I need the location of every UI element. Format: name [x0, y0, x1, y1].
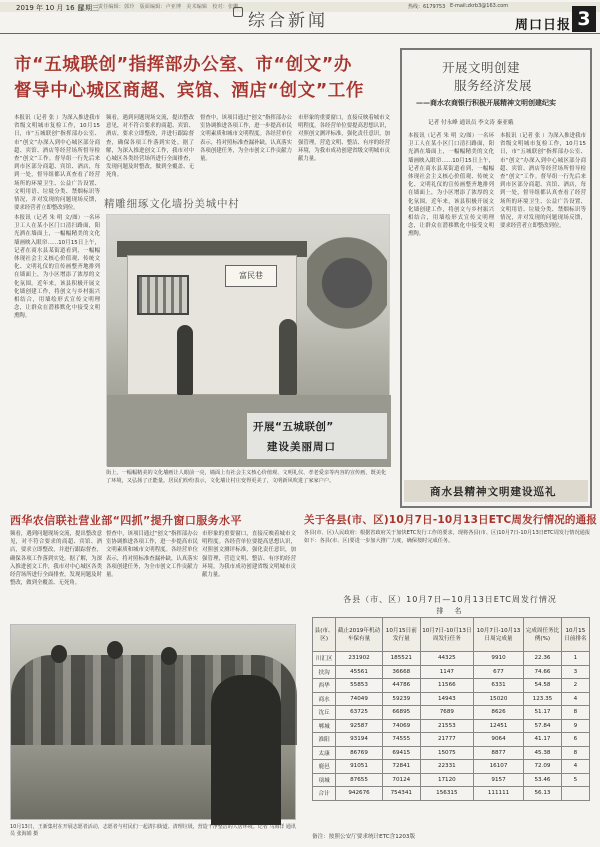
table-cell: 西华 — [313, 679, 336, 693]
table-row — [313, 665, 590, 679]
page-header — [0, 0, 600, 34]
headline-line-2: 督导中心城区商超、宾馆、酒店“创文”工作 — [14, 81, 365, 101]
table-body — [313, 652, 590, 801]
side-title-line-2: 服务经济发展 — [454, 78, 533, 93]
table-row — [313, 652, 590, 666]
issue-date: 2019 年 10 月 16 日 — [16, 4, 84, 12]
side-feature-box — [400, 48, 592, 508]
table-subtitle: 排 名 — [436, 607, 464, 615]
table-cell: 9157 — [473, 773, 523, 787]
table-cell: 92587 — [336, 719, 383, 733]
table-header-cell: 10月7日-10月13日周发行任务 — [420, 618, 473, 652]
photo-banner — [247, 413, 387, 459]
photo-window — [137, 275, 189, 315]
article-column-1b: 本报讯（记者 朱 明 文/图）一名环卫工人在某小区门口清扫路面，阳光洒在墙面上，一幅幅精美的文化墙画映入眼帘……10月15日上午，记者在商水县某街道看到，一幅幅体现社会主义核心价值观、传统文化、文明礼仪的宣传画整齐地排列在墙面上，为小区增添了浓厚的文化氛围。近年来，该县积极开展文化墙创建工作，将创文与乡村振兴相结合，用墙绘形式宣传文明理念，让群众在潜移默化中接受文明熏陶。 — [14, 215, 100, 320]
table-cell: 6 — [561, 733, 589, 747]
table-cell: 扶沟 — [313, 665, 336, 679]
photo-person — [177, 325, 193, 395]
table-cell: 87655 — [336, 773, 383, 787]
email: E-mail:zkrb3@163.com — [450, 3, 509, 9]
table-cell: 沈丘 — [313, 706, 336, 720]
table-cell: 8 — [561, 706, 589, 720]
table-cell: 36668 — [382, 665, 420, 679]
table-cell: 41.17 — [524, 733, 562, 747]
side-byline: 记者 付永峰 通讯员 李文涛 秦亚娥 — [428, 120, 514, 126]
alley-sign: 富民巷 — [225, 265, 277, 287]
table-cell: 9064 — [473, 733, 523, 747]
table-row — [313, 706, 590, 720]
table-note: 备注：按照公安厅要求统计ETC含1203版 — [312, 834, 416, 840]
side-footer-band — [404, 480, 588, 502]
notice-text: 各县(市、区)人民政府：根据省政府关于加快ETC发行工作的要求，现将各县(市、区)10月7日-10月13日ETC周发行情况通报如下：各县(市、区)要进一步加大推广力度，确保按时完成任务。 — [304, 530, 591, 544]
editor-credits: 责任编辑：郭玲 版面编辑：卢亚博 美术编辑 校对：张鹏 — [98, 4, 239, 10]
bottom-left-column-1: 频看，遇到问题现场交流，提出整改意见，对不符合要求的商超、宾馆、酒店，要求立即整改，并进行跟踪督查，确保各项工作落到实处。据了解，为深入推进创文工作，我市对中心城区各类经营场所进行全面排查，发现问题及时整改，做到全覆盖、无死角。 — [10, 531, 102, 587]
table-cell: 11566 — [420, 679, 473, 693]
table-cell: 21553 — [420, 719, 473, 733]
bottom-left-headline: 西华农信联社营业部“四抓”提升窗口服务水平 — [10, 514, 242, 527]
side-footer-label: 商水县精神文明建设巡礼 — [430, 486, 557, 498]
volunteer-photo — [10, 624, 296, 820]
table-cell: 74049 — [336, 692, 383, 706]
volunteer-photo-caption: 10月13日，王新集村在开展志愿者活动，志愿者与村民们一起清扫街道、清理垃圾，营造干净整洁的人居环境。记者 马海洋 通讯员 张海娟 摄 — [10, 824, 296, 837]
banner-line-2: 建设美丽周口 — [267, 441, 336, 453]
table-row — [313, 719, 590, 733]
table-cell: 66895 — [382, 706, 420, 720]
table-row — [313, 679, 590, 693]
table-cell: 22331 — [420, 760, 473, 774]
table-cell: 项城 — [313, 773, 336, 787]
table-cell: 185521 — [382, 652, 420, 666]
table-cell: 93194 — [336, 733, 383, 747]
table-row — [313, 773, 590, 787]
table-cell: 淮阳 — [313, 733, 336, 747]
table-cell: 8626 — [473, 706, 523, 720]
table-cell: 231902 — [336, 652, 383, 666]
article-column-2: 频看，遇到问题现场交流，提出整改意见，对不符合要求的商超、宾馆、酒店，要求立即整改，并进行跟踪督查，确保各项工作落到实处。据了解，为深入推进创文工作，我市对中心城区各类经营场所进行全面排查，发现问题及时整改，做到全覆盖、无死角。 — [106, 115, 194, 179]
table-cell: 4 — [561, 692, 589, 706]
table-cell: 9910 — [473, 652, 523, 666]
table-cell: 3 — [561, 665, 589, 679]
table-cell: 51.17 — [524, 706, 562, 720]
table-cell: 8877 — [473, 746, 523, 760]
table-cell: 14943 — [420, 692, 473, 706]
photo-caption: 精雕细琢文化墙扮美城中村 — [104, 198, 240, 210]
table-cell: 22.36 — [524, 652, 562, 666]
section-title: 综合新闻 — [248, 11, 328, 31]
etc-issuance-table — [312, 617, 590, 801]
photo-person-head — [51, 645, 67, 663]
table-cell: 754341 — [382, 787, 420, 801]
table-cell: 1 — [561, 652, 589, 666]
photo-tree — [307, 235, 387, 355]
table-cell: 郸城 — [313, 719, 336, 733]
main-headline — [14, 52, 390, 104]
issue-weekday: 星期三 — [78, 4, 99, 12]
article-column-3: 督查中，该项目通过“创文”指挥部办公室协调推进各项工作，进一步提高市民文明素质和城市文明程度。各经营单位表示，将对照标准查漏补缺，认真落实各项创建任务，为全市创文工作贡献力量。 — [200, 115, 292, 163]
table-header-cell: 完成周任务比例(%) — [524, 618, 562, 652]
table-cell: 6331 — [473, 679, 523, 693]
table-cell: 9 — [561, 719, 589, 733]
culture-wall-photo — [106, 214, 390, 466]
table-cell: 2 — [561, 679, 589, 693]
bottom-right-headline: 关于各县(市、区)10月7日-10月13日ETC周发行情况的通报 — [304, 514, 598, 526]
newspaper-brand: 周口日报 — [515, 18, 572, 33]
table-cell: 54.58 — [524, 679, 562, 693]
table-header-cell: 10月7日-10月13日周完成量 — [473, 618, 523, 652]
table-cell: 鹿邑 — [313, 760, 336, 774]
table-cell: 川汇区 — [313, 652, 336, 666]
table-cell: 677 — [473, 665, 523, 679]
table-cell: 91051 — [336, 760, 383, 774]
bottom-left-column-2: 督查中，该项目通过“创文”指挥部办公室协调推进各项工作，进一步提高市民文明素质和城市文明程度。各经营单位表示，将对照标准查漏补缺，认真落实各项创建任务，为全市创文工作贡献力量。 — [106, 531, 198, 579]
table-cell: 12451 — [473, 719, 523, 733]
table-cell: 111111 — [473, 787, 523, 801]
table-cell: 55853 — [336, 679, 383, 693]
banner-line-1: 开展“五城联创” — [253, 421, 334, 433]
photo-person-head — [161, 647, 177, 665]
table-row — [313, 787, 590, 801]
article-column-4: 市形象的重要窗口，直接反映着城市文明程度。各经营单位要提高思想认识，对照创文测评标准，强化责任意识，加强管理，营造文明、整洁、有序的经营环境，为我市成功创建省级文明城市贡献力量。 — [298, 115, 390, 163]
table-cell: 74.66 — [524, 665, 562, 679]
page-number: 3 — [572, 6, 596, 32]
table-cell: 5 — [561, 773, 589, 787]
table-cell: 74069 — [382, 719, 420, 733]
table-cell: 1147 — [420, 665, 473, 679]
table-cell: 4 — [561, 760, 589, 774]
table-row — [313, 760, 590, 774]
table-cell: 942676 — [336, 787, 383, 801]
table-cell: 21777 — [420, 733, 473, 747]
photo-story-text: 街上，一幅幅精美的文化墙画让人眼前一亮，墙面上有社会主义核心价值观、文明礼仪、孝老爱亲等内容的宣传画，既美化了环境，又弘扬了正能量。居民们纷纷表示，文化墙让村庄变得更美了，文明新风吹进了家家户户。 — [106, 470, 387, 484]
table-row — [313, 746, 590, 760]
photo-person — [279, 319, 297, 395]
table-cell: 15075 — [420, 746, 473, 760]
article-column-1: 本报讯（记者 张 ）为深入推进我市省级文明城市复检工作，10月15日，市“五城联创”指挥部办公室、市“创文”办深入到中心城区部分商超、宾馆、酒店等经营场所督导检查“创文”工作。督导组一行先后来到市区部分商超、宾馆、酒店，每到一处，督导组都认真查看了经营场所的环境卫生、公益广告设置、文明用语、垃圾分类、禁烟标识等情况，并对发现的问题现场反馈，要求经营者立即整改到位。 — [14, 115, 100, 212]
table-cell: 16107 — [473, 760, 523, 774]
table-header-cell: 截止2019年机动车保有量 — [336, 618, 383, 652]
table-cell: 17120 — [420, 773, 473, 787]
table-cell: 123.35 — [524, 692, 562, 706]
table-cell: 74555 — [382, 733, 420, 747]
table-cell: 86769 — [336, 746, 383, 760]
photo-foreground-person — [211, 675, 281, 825]
side-column-1: 本报讯（记者 朱 明 文/图）一名环卫工人在某小区门口清扫路面，阳光洒在墙面上，一幅幅精美的文化墙画映入眼帘……10月15日上午，记者在商水县某街道看到，一幅幅体现社会主义核心价值观、传统文化、文明礼仪的宣传画整齐地排列在墙面上，为小区增添了浓厚的文化氛围。近年来，该县积极开展文化墙创建工作，将创文与乡村振兴相结合，用墙绘形式宣传文明理念，让群众在潜移默化中接受文明熏陶。 — [408, 133, 494, 238]
side-title-line-1: 开展文明创建 — [442, 60, 521, 75]
table-cell: 45.38 — [524, 746, 562, 760]
table-row — [313, 692, 590, 706]
table-cell: 69415 — [382, 746, 420, 760]
hotline: 热线：6179753 — [408, 4, 446, 10]
table-cell — [561, 787, 589, 801]
table-cell: 商水 — [313, 692, 336, 706]
table-header-cell: 10月15日前排名 — [561, 618, 589, 652]
table-cell: 59239 — [382, 692, 420, 706]
table-cell: 53.46 — [524, 773, 562, 787]
table-cell: 44786 — [382, 679, 420, 693]
side-subtitle: ——商水农商银行积极开展精神文明创建纪实 — [416, 99, 556, 107]
table-cell: 45561 — [336, 665, 383, 679]
table-header-cell: 县(市、区) — [313, 618, 336, 652]
table-cell: 8 — [561, 746, 589, 760]
bottom-left-column-3: 市形象的重要窗口，直接反映着城市文明程度。各经营单位要提高思想认识，对照创文测评标准，强化责任意识，加强管理，营造文明、整洁、有序的经营环境，为我市成功创建省级文明城市贡献力量。 — [202, 531, 296, 579]
table-row — [313, 733, 590, 747]
table-title: 各县（市、区）10月7日—10月13日ETC周发行情况 — [343, 595, 557, 604]
headline-line-1: 市“五城联创”指挥部办公室、市“创文”办 — [14, 55, 353, 75]
photo-person-head — [107, 641, 123, 659]
table-cell: 156315 — [420, 787, 473, 801]
table-cell: 太康 — [313, 746, 336, 760]
table-cell: 44325 — [420, 652, 473, 666]
table-cell: 72841 — [382, 760, 420, 774]
table-header-cell: 10月15日前发行量 — [382, 618, 420, 652]
section-logo-icon — [233, 7, 243, 17]
table-cell: 72.09 — [524, 760, 562, 774]
table-header-row — [313, 618, 590, 652]
table-cell: 7689 — [420, 706, 473, 720]
table-cell: 63725 — [336, 706, 383, 720]
side-column-2: 本报讯（记者 张 ）为深入推进我市省级文明城市复检工作，10月15日，市“五城联创”指挥部办公室、市“创文”办深入到中心城区部分商超、宾馆、酒店等经营场所督导检查“创文”工作。督导组一行先后来到市区部分商超、宾馆、酒店，每到一处，督导组都认真查看了经营场所的环境卫生、公益广告设置、文明用语、垃圾分类、禁烟标识等情况，并对发现的问题现场反馈，要求经营者立即整改到位。 — [500, 133, 586, 230]
table-cell: 合计 — [313, 787, 336, 801]
table-cell: 70124 — [382, 773, 420, 787]
table-cell: 56.13 — [524, 787, 562, 801]
table-cell: 15020 — [473, 692, 523, 706]
table-cell: 57.84 — [524, 719, 562, 733]
